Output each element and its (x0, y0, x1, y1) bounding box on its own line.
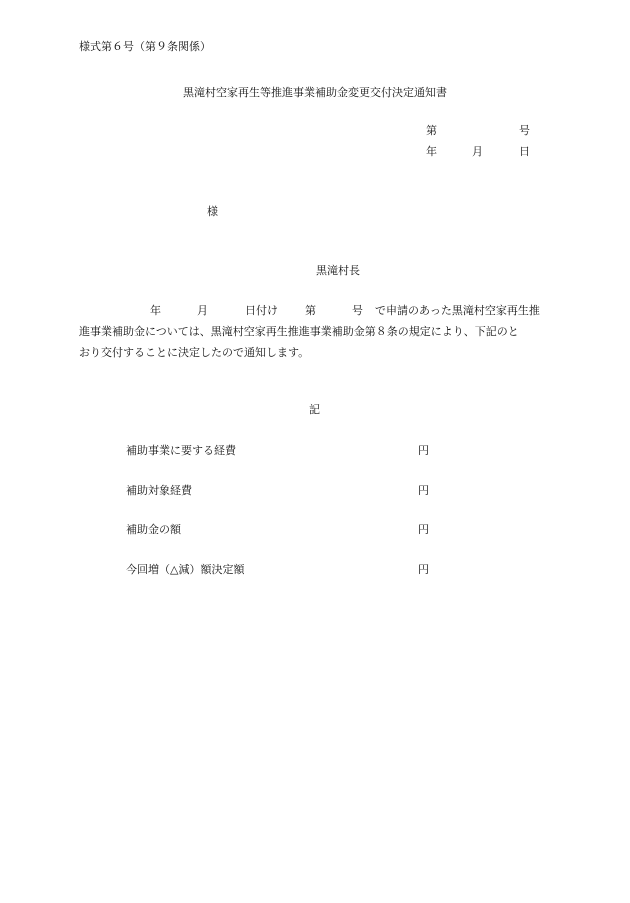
item-unit: 円 (418, 563, 429, 576)
body-nen: 年 (150, 304, 161, 317)
form-number: 様式第６号（第９条関係） (79, 40, 211, 53)
item-unit: 円 (418, 484, 429, 497)
body-hizuke: 日付け (245, 304, 278, 317)
item-unit: 円 (418, 523, 429, 536)
body-tsuki: 月 (197, 304, 208, 317)
body-line2: 進事業補助金については、黒滝村空家再生推進事業補助金第８条の規定により、下記のと (79, 325, 519, 338)
item-label: 補助対象経費 (126, 484, 192, 497)
ki-heading: 記 (309, 403, 320, 416)
date-nen: 年 (426, 145, 437, 158)
ref-go: 号 (519, 124, 530, 137)
list-item (0, 563, 630, 577)
item-label: 補助事業に要する経費 (126, 444, 236, 457)
body-go: 号 (352, 304, 363, 317)
item-label: 補助金の額 (126, 523, 181, 536)
item-label: 今回増（△減）額決定額 (126, 563, 245, 576)
date-hi: 日 (519, 145, 530, 158)
addressee-sama: 様 (207, 205, 218, 218)
list-item (0, 444, 630, 458)
body-dai: 第 (305, 304, 316, 317)
list-item (0, 523, 630, 537)
body-line3: おり交付することに決定したので通知します。 (79, 346, 310, 359)
list-item (0, 484, 630, 498)
body-line1-text: で申請のあった黒滝村空家再生推 (375, 304, 540, 317)
item-unit: 円 (418, 444, 429, 457)
document-title: 黒滝村空家再生等推進事業補助金変更交付決定通知書 (183, 86, 447, 99)
ref-dai: 第 (426, 124, 437, 137)
issuer-name: 黒滝村長 (316, 264, 360, 277)
date-tsuki: 月 (472, 145, 483, 158)
